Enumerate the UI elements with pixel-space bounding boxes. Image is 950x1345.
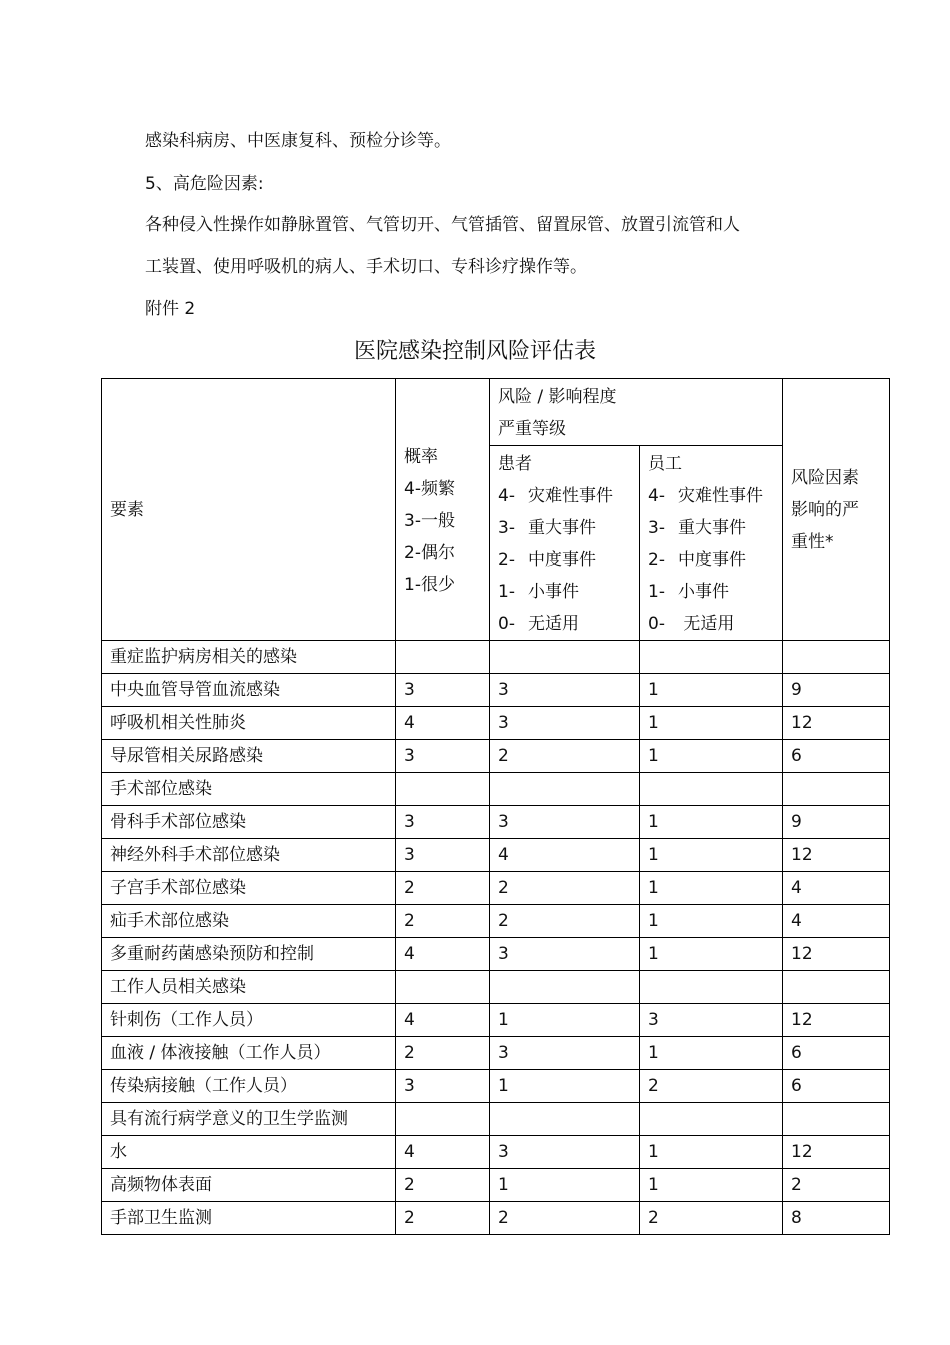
cell-patient-impact: 1 [490,1169,640,1202]
patient-level: 0- 无适用 [498,614,579,634]
cell-severity-score: 6 [783,1070,890,1103]
table-row [102,806,890,839]
paragraph-line-4: 工装置、使用呼吸机的病人、手术切口、专科诊疗操作等。 [145,257,587,277]
table-row [102,971,890,1004]
cell-patient-impact [490,1103,640,1136]
cell-patient-impact: 2 [490,905,640,938]
cell-severity-score: 6 [783,1037,890,1070]
header-element: 要素 [102,379,396,641]
cell-element: 呼吸机相关性肺炎 [102,707,396,740]
cell-staff-impact [640,1103,783,1136]
probability-title: 概率 [404,446,438,467]
table-row [102,1004,890,1037]
cell-staff-impact: 1 [640,839,783,872]
table-row [102,1169,890,1202]
cell-probability: 3 [396,806,490,839]
cell-probability: 2 [396,872,490,905]
cell-element: 手术部位感染 [102,773,396,806]
cell-patient-impact: 3 [490,1037,640,1070]
staff-level: 0- 无适用 [648,614,735,634]
table-row [102,905,890,938]
severity-line-3: 重性* [791,531,834,552]
cell-severity-score: 12 [783,938,890,971]
severity-line-1: 风险因素 [791,467,860,488]
cell-probability: 4 [396,707,490,740]
header-impact [490,379,783,446]
impact-subtitle: 严重等级 [498,419,566,439]
cell-severity-score: 9 [783,674,890,707]
cell-probability: 4 [396,938,490,971]
cell-staff-impact: 2 [640,1070,783,1103]
cell-patient-impact [490,971,640,1004]
cell-element: 传染病接触（工作人员） [102,1070,396,1103]
header-staff [640,446,783,641]
patient-level: 1- 小事件 [498,582,579,602]
cell-severity-score: 2 [783,1169,890,1202]
cell-patient-impact: 3 [490,707,640,740]
cell-element: 子宫手术部位感染 [102,872,396,905]
header-patient [490,446,640,641]
cell-staff-impact [640,773,783,806]
cell-probability: 3 [396,674,490,707]
risk-assessment-table [101,378,890,1235]
cell-probability: 3 [396,839,490,872]
cell-element: 水 [102,1136,396,1169]
patient-level: 4- 灾难性事件 [498,486,613,506]
cell-severity-score [783,641,890,674]
cell-element: 骨科手术部位感染 [102,806,396,839]
table-row [102,641,890,674]
cell-staff-impact: 3 [640,1004,783,1037]
table-row [102,839,890,872]
cell-staff-impact [640,641,783,674]
table-row [102,1037,890,1070]
probability-lines [404,419,489,601]
staff-title: 员工 [648,454,682,474]
probability-level-4: 4-频繁 [404,478,455,499]
cell-element: 手部卫生监测 [102,1202,396,1235]
staff-level: 1- 小事件 [648,582,729,602]
cell-severity-score: 12 [783,1004,890,1037]
cell-patient-impact: 1 [490,1070,640,1103]
cell-element: 高频物体表面 [102,1169,396,1202]
cell-element: 具有流行病学意义的卫生学监测 [102,1103,396,1136]
probability-level-2: 2-偶尔 [404,542,455,563]
cell-patient-impact: 2 [490,1202,640,1235]
cell-element: 工作人员相关感染 [102,971,396,1004]
cell-patient-impact: 3 [490,1136,640,1169]
table-row [102,773,890,806]
cell-severity-score: 6 [783,740,890,773]
cell-staff-impact: 1 [640,806,783,839]
impact-title: 风险 / 影响程度 [498,387,617,407]
cell-staff-impact: 1 [640,707,783,740]
cell-staff-impact: 1 [640,1136,783,1169]
cell-severity-score: 9 [783,806,890,839]
header-severity [783,379,890,641]
cell-element: 多重耐药菌感染预防和控制 [102,938,396,971]
probability-level-3: 3-一般 [404,510,455,531]
cell-patient-impact: 1 [490,1004,640,1037]
severity-lines [791,462,889,558]
cell-staff-impact: 1 [640,674,783,707]
cell-probability: 4 [396,1004,490,1037]
cell-patient-impact: 2 [490,872,640,905]
cell-probability [396,641,490,674]
cell-severity-score [783,1103,890,1136]
staff-level: 2- 中度事件 [648,550,746,570]
paragraph-line-1: 感染科病房、中医康复科、预检分诊等。 [145,131,451,151]
cell-element: 疝手术部位感染 [102,905,396,938]
paragraph-line-3: 各种侵入性操作如静脉置管、气管切开、气管插管、留置尿管、放置引流管和人 [145,215,740,235]
patient-lines [498,448,639,640]
cell-probability: 4 [396,1136,490,1169]
cell-probability: 3 [396,740,490,773]
cell-patient-impact: 2 [490,740,640,773]
staff-lines [648,448,782,640]
cell-staff-impact: 1 [640,740,783,773]
staff-level: 4- 灾难性事件 [648,486,763,506]
cell-probability [396,971,490,1004]
probability-level-1: 1-很少 [404,574,455,595]
header-probability [396,379,490,641]
cell-element: 神经外科手术部位感染 [102,839,396,872]
cell-staff-impact: 1 [640,905,783,938]
cell-probability: 3 [396,1070,490,1103]
cell-severity-score: 4 [783,905,890,938]
impact-lines [498,381,782,445]
cell-staff-impact: 1 [640,1037,783,1070]
table-row [102,872,890,905]
cell-staff-impact: 1 [640,938,783,971]
cell-patient-impact [490,641,640,674]
cell-patient-impact: 3 [490,938,640,971]
cell-patient-impact: 3 [490,674,640,707]
severity-line-2: 影响的严 [791,499,860,520]
table-row [102,1070,890,1103]
cell-staff-impact: 2 [640,1202,783,1235]
cell-element: 中央血管导管血流感染 [102,674,396,707]
cell-probability: 2 [396,1037,490,1070]
table-row [102,740,890,773]
cell-probability: 2 [396,1202,490,1235]
cell-probability [396,773,490,806]
cell-severity-score: 8 [783,1202,890,1235]
cell-probability: 2 [396,905,490,938]
cell-severity-score: 12 [783,1136,890,1169]
cell-severity-score: 12 [783,839,890,872]
cell-element: 血液 / 体液接触（工作人员） [102,1037,396,1070]
patient-level: 2- 中度事件 [498,550,596,570]
cell-severity-score: 4 [783,872,890,905]
table-row [102,1136,890,1169]
table-row [102,707,890,740]
cell-element: 重症监护病房相关的感染 [102,641,396,674]
table-row [102,674,890,707]
staff-level: 3- 重大事件 [648,518,746,538]
cell-patient-impact [490,773,640,806]
cell-probability: 2 [396,1169,490,1202]
cell-staff-impact: 1 [640,1169,783,1202]
cell-staff-impact [640,971,783,1004]
paragraph-line-2: 5、高危险因素: [145,174,264,194]
cell-staff-impact: 1 [640,872,783,905]
cell-probability [396,1103,490,1136]
cell-element: 针刺伤（工作人员） [102,1004,396,1037]
attachment-label: 附件 2 [145,299,196,319]
cell-severity-score [783,971,890,1004]
table-row [102,1103,890,1136]
table-title: 医院感染控制风险评估表 [353,339,596,364]
table-row [102,938,890,971]
cell-element: 导尿管相关尿路感染 [102,740,396,773]
header-row-1 [102,379,890,446]
cell-severity-score [783,773,890,806]
cell-severity-score: 12 [783,707,890,740]
table-row [102,1202,890,1235]
patient-level: 3- 重大事件 [498,518,596,538]
cell-patient-impact: 3 [490,806,640,839]
patient-title: 患者 [498,454,532,474]
cell-patient-impact: 4 [490,839,640,872]
